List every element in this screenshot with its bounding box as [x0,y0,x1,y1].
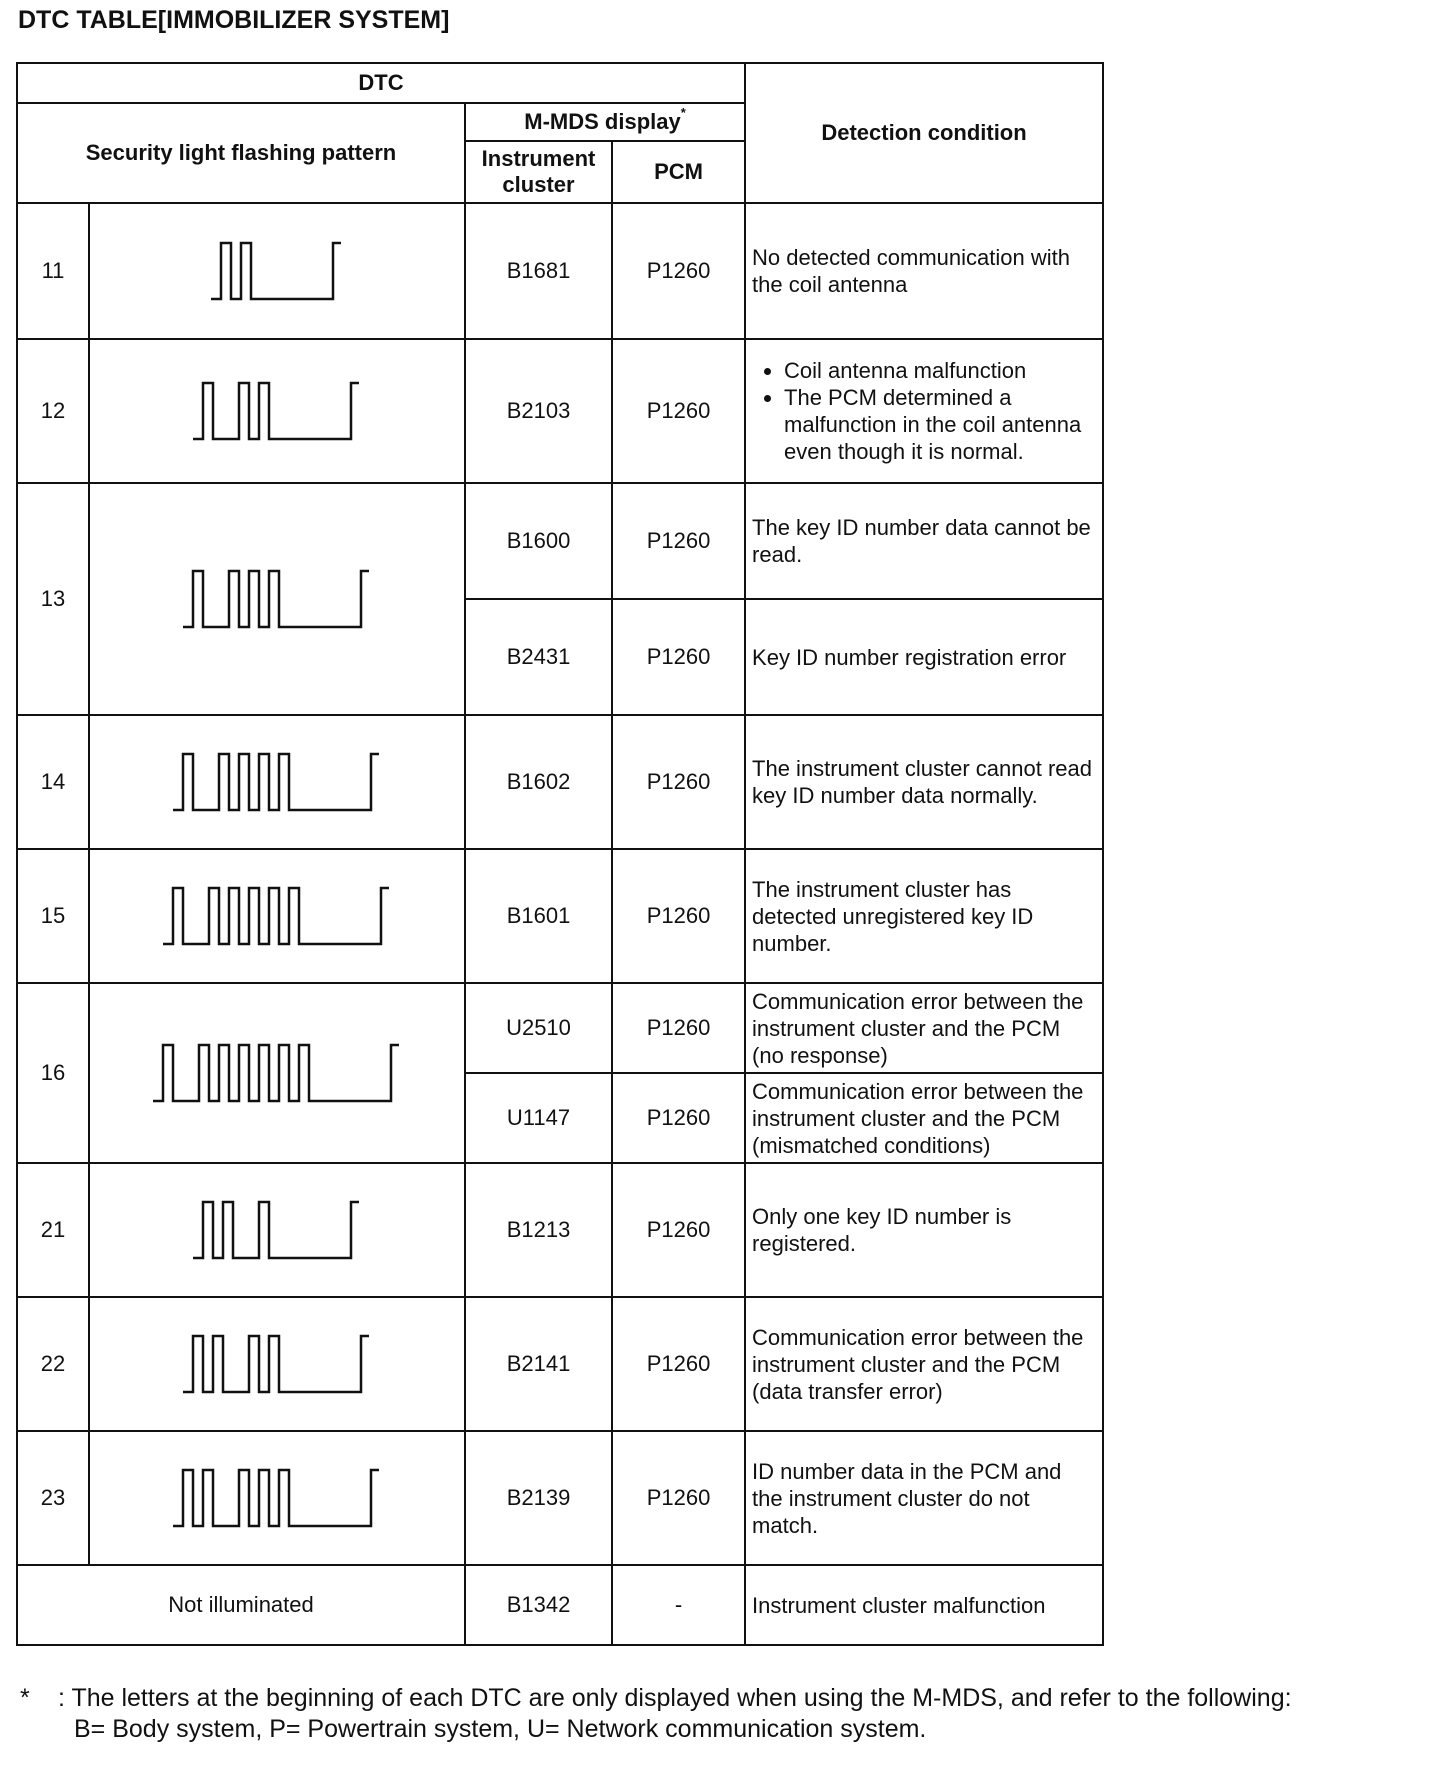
pulse-waveform [163,888,389,944]
footnote-mark: * [20,1684,30,1712]
instrument-cluster-code: U1147 [465,1073,612,1163]
instrument-cluster-code: B1213 [465,1163,612,1297]
flashing-pattern-icon [189,1188,365,1272]
header-mmds-display: M-MDS display* [465,103,745,141]
table-row [17,849,1103,983]
flashing-pattern-icon [179,1322,375,1406]
pcm-code: P1260 [612,599,745,715]
detection-condition: The instrument cluster has detected unregistered key ID number. [745,849,1103,983]
flashing-pattern-icon [159,874,395,958]
pcm-code: - [612,1565,745,1645]
table-row [17,339,1103,483]
table-row [17,1297,1103,1431]
flashing-pattern [89,849,465,983]
detection-condition: Instrument cluster malfunction [745,1565,1103,1645]
instrument-cluster-code: B1342 [465,1565,612,1645]
flashing-pattern [89,715,465,849]
pulse-waveform [173,754,379,810]
detection-condition: The key ID number data cannot be read. [745,483,1103,599]
pcm-code: P1260 [612,715,745,849]
table-row [17,983,1103,1073]
dtc-number: 23 [17,1431,89,1565]
pcm-code: P1260 [612,1073,745,1163]
header-instrument-cluster: Instrument cluster [465,141,612,203]
instrument-cluster-code: B2141 [465,1297,612,1431]
list-item: • The PCM determined a malfunction in the coil antenna even though it is normal. [784,384,1096,465]
footnote-line-2: B= Body system, P= Powertrain system, U= Network communication system. [74,1715,927,1743]
dtc-number: 22 [17,1297,89,1431]
pulse-waveform [211,243,341,299]
flashing-pattern-icon [189,369,365,453]
detection-condition: Communication error between the instrument cluster and the PCM (no response) [745,983,1103,1073]
pcm-code: P1260 [612,849,745,983]
pcm-code: P1260 [612,1431,745,1565]
instrument-cluster-code: B1681 [465,203,612,339]
table-row [17,1163,1103,1297]
table-row [17,1431,1103,1565]
flashing-pattern-icon [149,1031,405,1115]
instrument-cluster-code: B2139 [465,1431,612,1565]
flashing-pattern [89,1163,465,1297]
dtc-number: 21 [17,1163,89,1297]
flashing-pattern [89,203,465,339]
table-row [17,715,1103,849]
pcm-code: P1260 [612,1163,745,1297]
table-row [17,483,1103,599]
flashing-pattern-icon [169,740,385,824]
condition-list [752,357,1096,465]
table-row [17,203,1103,339]
dtc-table [16,62,1104,1646]
header-dtc: DTC [17,63,745,103]
instrument-cluster-code: B1601 [465,849,612,983]
pcm-code: P1260 [612,1297,745,1431]
instrument-cluster-code: B1602 [465,715,612,849]
detection-condition [745,339,1103,483]
footnote [20,1683,1292,1745]
dtc-number: 16 [17,983,89,1163]
flashing-pattern [89,1431,465,1565]
dtc-number: 13 [17,483,89,715]
detection-condition: No detected communication with the coil antenna [745,203,1103,339]
pulse-waveform [173,1470,379,1526]
document-title: DTC TABLE[IMMOBILIZER SYSTEM] [18,6,450,34]
instrument-cluster-code: B2103 [465,339,612,483]
pcm-code: P1260 [612,203,745,339]
pulse-waveform [193,1202,359,1258]
detection-condition: Key ID number registration error [745,599,1103,715]
pulse-waveform [193,383,359,439]
asterisk-mark: * [680,105,686,120]
dtc-number: 14 [17,715,89,849]
pcm-code: P1260 [612,339,745,483]
detection-condition: Communication error between the instrument cluster and the PCM (data transfer error) [745,1297,1103,1431]
footnote-line-1 [20,1683,1292,1714]
table-row [17,1565,1103,1645]
flashing-pattern [89,339,465,483]
instrument-cluster-code: B2431 [465,599,612,715]
instrument-cluster-code: U2510 [465,983,612,1073]
header-flashing-pattern: Security light flashing pattern [17,103,465,203]
flashing-pattern-icon [207,229,347,313]
flashing-pattern-icon [179,557,375,641]
pulse-waveform [183,571,369,627]
header-pcm: PCM [612,141,745,203]
detection-condition: ID number data in the PCM and the instrument cluster do not match. [745,1431,1103,1565]
pulse-waveform [153,1045,399,1101]
pcm-code: P1260 [612,483,745,599]
instrument-cluster-code: B1600 [465,483,612,599]
flashing-pattern [89,983,465,1163]
pcm-code: P1260 [612,983,745,1073]
pulse-waveform [183,1336,369,1392]
detection-condition: The instrument cluster cannot read key ID number data normally. [745,715,1103,849]
not-illuminated-label: Not illuminated [17,1565,465,1645]
detection-condition: Only one key ID number is registered. [745,1163,1103,1297]
dtc-number: 11 [17,203,89,339]
list-item: • Coil antenna malfunction [784,357,1096,384]
dtc-number: 12 [17,339,89,483]
flashing-pattern [89,483,465,715]
detection-condition: Communication error between the instrument cluster and the PCM (mismatched conditions) [745,1073,1103,1163]
flashing-pattern [89,1297,465,1431]
flashing-pattern-icon [169,1456,385,1540]
footnote-text: : The letters at the beginning of each DTC are only displayed when using the M-MDS, and refer to the following: [58,1684,1292,1712]
table-body [17,203,1103,1645]
dtc-number: 15 [17,849,89,983]
header-detection-condition: Detection condition [745,63,1103,203]
